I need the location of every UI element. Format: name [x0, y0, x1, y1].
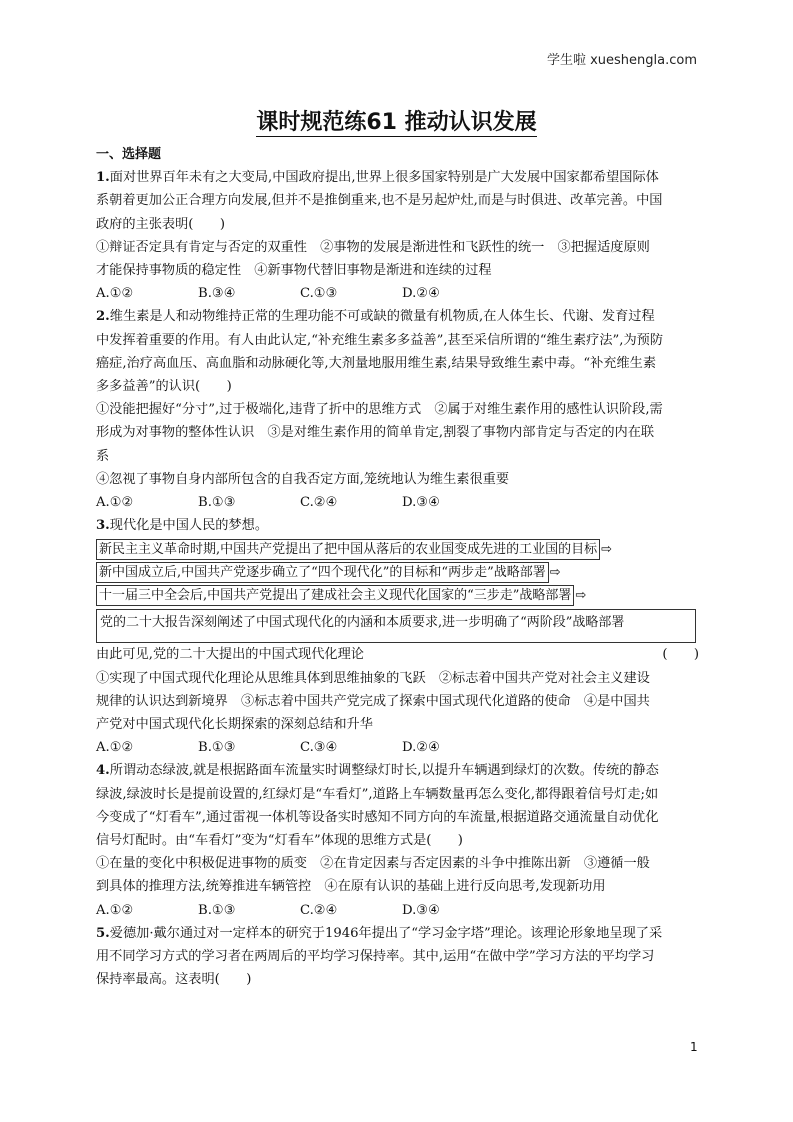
q3-intro-line — [96, 514, 699, 537]
q1-number: 1. — [96, 170, 110, 186]
question-2 — [96, 305, 699, 514]
q3-flow-row-3 — [96, 584, 699, 607]
q1-statement-2: 才能保持事物质的稳定性 ④新事物代替旧事物是渐进和连续的过程 — [96, 263, 492, 279]
q1-line-1 — [96, 166, 699, 189]
q4-option-d[interactable]: D.③④ — [402, 902, 440, 918]
q2-option-a[interactable]: A.①② — [96, 495, 134, 511]
q3-number: 3. — [96, 518, 110, 534]
q3-flow-row-1 — [96, 538, 699, 561]
q3-statement-2: 规律的认识达到新境界 ③标志着中国共产党完成了探索中国式现代化道路的使命 ④是中国共 — [96, 693, 650, 709]
q2-line-3: 癌症,治疗高血压、高血脂和动脉硬化等,大剂量地服用维生素,结果导致维生素中毒。“补充维生素 — [96, 355, 657, 371]
q3-option-a[interactable]: A.①② — [96, 740, 134, 756]
question-3 — [96, 514, 699, 759]
q4-line-2: 绿波,绿波时长是提前设置的,红绿灯是“车看灯”,道路上车辆数量再怎么变化,都得跟着信号灯走;如 — [96, 786, 659, 802]
q1-option-d[interactable]: D.②④ — [402, 286, 440, 302]
arrow-right-icon: ⇨ — [549, 565, 561, 581]
q2-line-1-text: 维生素是人和动物维持正常的生理功能不可或缺的微量有机物质,在人体生长、代谢、发育过程 — [109, 309, 655, 325]
arrow-right-icon: ⇨ — [601, 542, 613, 558]
q2-statement-1: ①没能把握好“分寸”,过于极端化,违背了折中的思维方式 ②属于对维生素作用的感性认识阶段,需 — [96, 402, 663, 418]
q3-option-d[interactable]: D.②④ — [402, 740, 440, 756]
page-number: 1 — [690, 1040, 698, 1054]
q1-line-2: 系朝着更加公正合理方向发展,但并不是推倒重来,也不是另起炉灶,而是与时俱进、改革完善。中国 — [96, 193, 663, 209]
q5-line-1 — [96, 922, 699, 945]
q3-flow-box-2: 新中国成立后,中国共产党逐步确立了“四个现代化”的目标和“两步走”战略部署 — [96, 562, 549, 583]
q4-statement-1: ①在量的变化中积极促进事物的质变 ②在肯定因素与否定因素的斗争中推陈出新 ③遵循一般 — [96, 856, 650, 872]
q3-flow-box-3: 十一届三中全会后,中国共产党提出了建成社会主义现代化国家的“三步走”战略部署 — [96, 585, 574, 606]
q1-option-a[interactable]: A.①② — [96, 286, 134, 302]
q4-number: 4. — [96, 763, 110, 779]
q5-line-3: 保持率最高。这表明( ) — [96, 972, 252, 988]
q1-options — [96, 282, 699, 305]
q3-option-c[interactable]: C.③④ — [300, 740, 338, 756]
q3-option-b[interactable]: B.①③ — [198, 740, 236, 756]
q4-line-1-text: 所谓动态绿波,就是根据路面车流量实时调整绿灯时长,以提升车辆遇到绿灯的次数。传统的静态 — [109, 763, 659, 779]
q3-statement-3: 产党对中国式现代化长期探索的深刻总结和升华 — [96, 717, 373, 733]
q3-flow-row-2 — [96, 561, 699, 584]
q2-line-4: 多多益善”的认识( ) — [96, 379, 232, 395]
q3-flow-diagram — [96, 538, 699, 643]
q3-stem — [96, 643, 699, 666]
q2-statement-2: 形成为对事物的整体性认识 ③是对维生素作用的简单肯定,割裂了事物内部肯定与否定的内在联 — [96, 425, 655, 441]
question-4 — [96, 759, 699, 921]
q4-line-1 — [96, 759, 699, 782]
q4-statement-2: 到具体的推理方法,统筹推进车辆管控 ④在原有认识的基础上进行反向思考,发现新功用 — [96, 879, 606, 895]
q2-statement-3: 系 — [96, 448, 110, 464]
q2-line-2: 中发挥着重要的作用。有人由此认定,“补充维生素多多益善”,甚至采信所谓的“维生素疗法”,为预防 — [96, 332, 664, 348]
question-1 — [96, 166, 699, 305]
q5-line-1-text: 爱德加·戴尔通过对一定样本的研究于1946年提出了“学习金字塔”理论。该理论形象地呈现了采 — [109, 925, 663, 941]
q5-number: 5. — [96, 925, 110, 941]
q4-option-c[interactable]: C.②④ — [300, 902, 338, 918]
q2-option-d[interactable]: D.③④ — [402, 495, 440, 511]
site-watermark: 学生啦 xueshengla.com — [546, 53, 697, 68]
q5-line-2: 用不同学习方式的学习者在两周后的平均学习保持率。其中,运用“在做中学”学习方法的平均学习 — [96, 949, 655, 965]
q1-statement-1: ①辩证否定具有肯定与否定的双重性 ②事物的发展是渐进性和飞跃性的统一 ③把握适度原则 — [96, 239, 650, 255]
q3-flow-box-final: 党的二十大报告深刻阐述了中国式现代化的内涵和本质要求,进一步明确了“两阶段”战略部署 — [96, 609, 696, 643]
q3-flow-box-1: 新民主主义革命时期,中国共产党提出了把中国从落后的农业国变成先进的工业国的目标 — [96, 539, 600, 560]
arrow-right-icon: ⇨ — [575, 588, 587, 604]
q2-line-1 — [96, 305, 699, 328]
q3-answer-paren: ( ) — [662, 647, 699, 663]
q2-option-b[interactable]: B.①③ — [198, 495, 236, 511]
q4-line-3: 今变成了“灯看车”,通过雷视一体机等设备实时感知不同方向的车流量,根据道路交通流量自动优化 — [96, 809, 659, 825]
q1-line-3: 政府的主张表明( ) — [96, 216, 225, 232]
page-title — [0, 105, 793, 136]
q2-option-c[interactable]: C.②④ — [300, 495, 338, 511]
q1-option-c[interactable]: C.①③ — [300, 286, 338, 302]
q1-line-1-text: 面对世界百年未有之大变局,中国政府提出,世界上很多国家特别是广大发展中国家都希望国际体 — [109, 170, 659, 186]
q4-option-b[interactable]: B.①③ — [198, 902, 236, 918]
q2-number: 2. — [96, 309, 110, 325]
q3-stem-text: 由此可见,党的二十大提出的中国式现代化理论 — [96, 647, 364, 663]
q4-option-a[interactable]: A.①② — [96, 902, 134, 918]
q3-intro: 现代化是中国人民的梦想。 — [109, 518, 269, 534]
content — [96, 143, 699, 992]
title-text: 课时规范练61 推动认识发展 — [256, 110, 537, 135]
q4-line-4: 信号灯配时。由“车看灯”变为“灯看车”体现的思维方式是( ) — [96, 833, 463, 849]
question-5 — [96, 922, 699, 992]
q2-statement-4: ④忽视了事物自身内部所包含的自我否定方面,笼统地认为维生素很重要 — [96, 471, 510, 487]
q3-statement-1: ①实现了中国式现代化理论从思维具体到思维抽象的飞跃 ②标志着中国共产党对社会主义建设 — [96, 670, 650, 686]
q3-options — [96, 736, 699, 759]
q1-option-b[interactable]: B.③④ — [198, 286, 236, 302]
q4-options — [96, 899, 699, 922]
q2-options — [96, 491, 699, 514]
section-heading: 一、选择题 — [96, 147, 162, 162]
